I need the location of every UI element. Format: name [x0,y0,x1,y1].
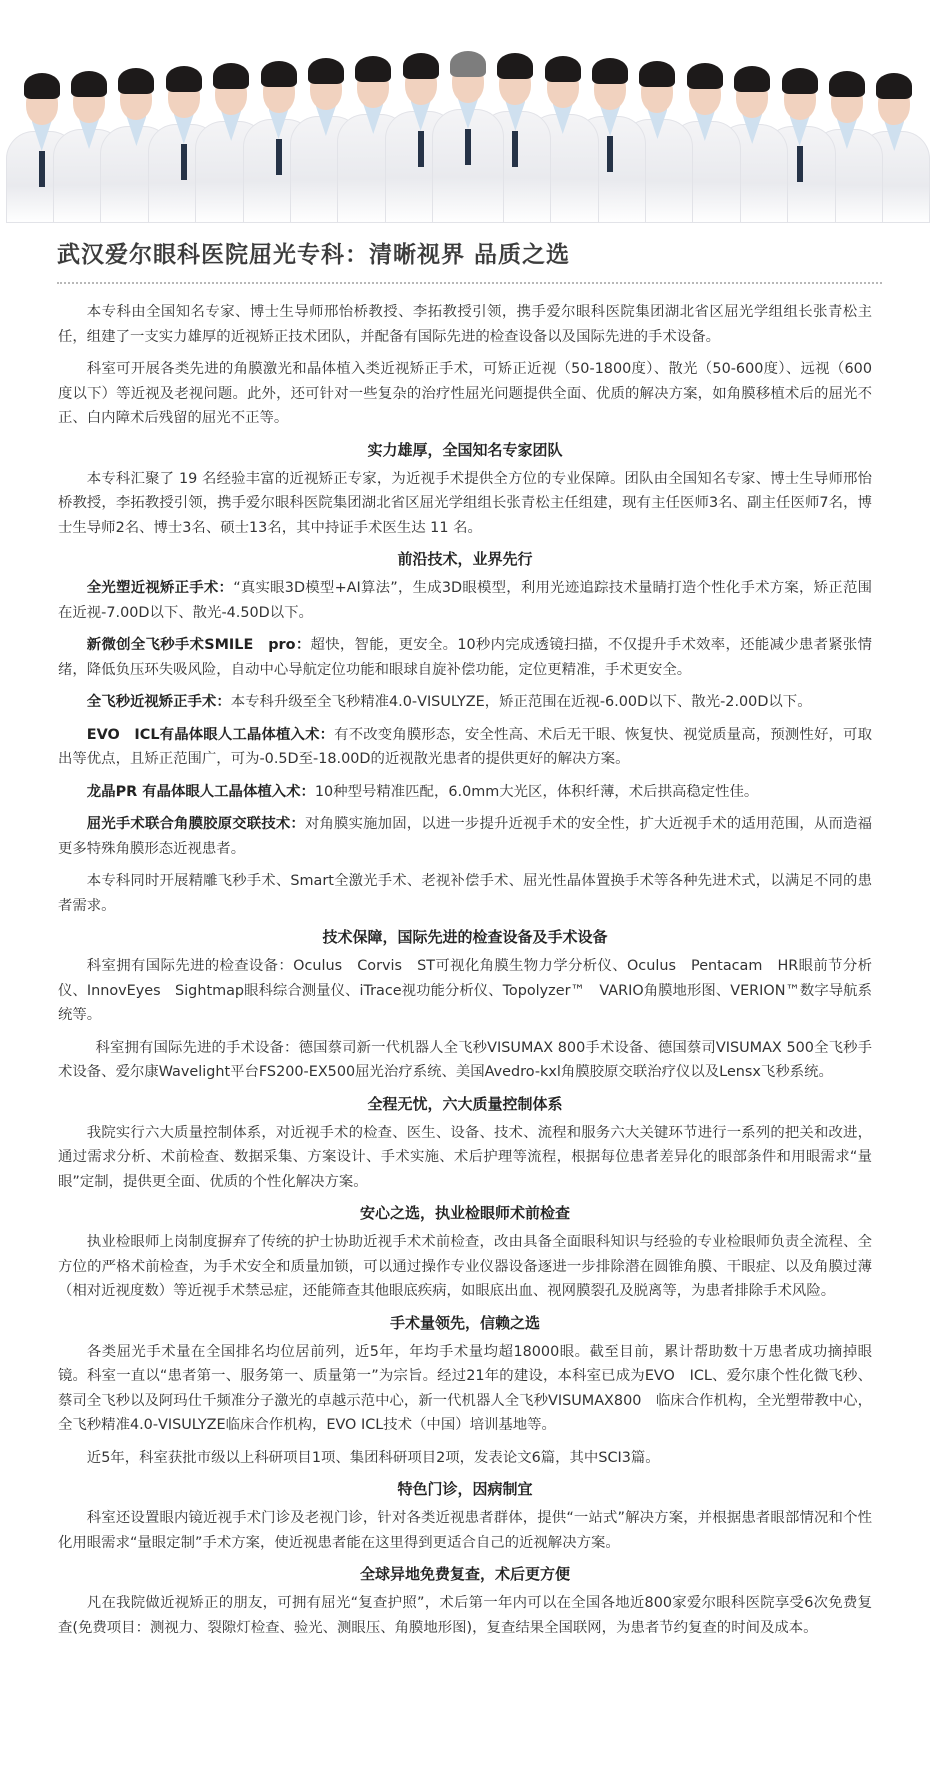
team-paragraph: 本专科汇聚了 19 名经验丰富的近视矫正专家，为近视手术提供全方位的专业保障。团队由全国知名专家、博士生导师邢怡桥教授，李拓教授引领，携手爱尔眼科医院集团湖北省区屈光学组组长张青松主任组建，现有主任医师3名、副主任医师7名，博士生导师2名、博士3名、硕士13名，其中持证手术医生达 11 名。 [58,470,872,536]
tech-item-text: “真实眼3D模型+AI算法”，生成3D眼模型，利用光迹追踪技术量睛打造个性化手术方案，矫正范围在近视-7.00D以下、散光-4.50D以下。 [58,580,872,621]
tech-item [58,723,872,772]
section-heading-clinic: 特色门诊，因病制宜 [397,1480,533,1498]
equipment-paragraph: 科室拥有国际先进的手术设备：德国蔡司新一代机器人全飞秒VISUMAX 800手术设备、德国蔡司VISUMAX 500全飞秒手术设备、爱尔康Wavelight平台FS200-EX500屈光治疗系统、美国Avedro-kxl角膜胶原交联治疗仪以及Lensx飞秒系统。 [58,1039,872,1080]
intro-paragraph: 本专科由全国知名专家、博士生导师邢怡桥教授、李拓教授引领，携手爱尔眼科医院集团湖北省区屈光学组组长张青松主任，组建了一支实力雄厚的近视矫正技术团队，并配备有国际先进的检查设备以及国际先进的手术设备。 [58,304,872,345]
optometrist-paragraph: 执业检眼师上岗制度摒弃了传统的护士协助近视手术术前检查，改由具备全面眼科知识与经验的专业检眼师负责全流程、全方位的严格术前检查，为手术安全和质量加锁，可以通过操作专业仪器设备逐进一步排除潜在圆锥角膜、干眼症、以及角膜过薄（相对近视度数）等近视手术禁忌症，还能筛查其他眼底疾病，如眼底出血、视网膜裂孔及脱离等，为患者排除手术风险。 [58,1234,872,1299]
section-heading-team: 实力雄厚，全国知名专家团队 [367,440,563,459]
tech-item-label: 新微创全飞秒手术SMILE pro： [86,637,311,653]
article-body [58,300,872,1648]
tech-item-label: 全光塑近视矫正手术： [86,580,234,596]
team-photo-banner [0,0,940,225]
recheck-paragraph: 凡在我院做近视矫正的朋友，可拥有屈光“复查护照”，术后第一年内可以在全国各地近800家爱尔眼科医院享受6次免费复查(免费项目：测视力、裂隙灯检查、验光、测眼压、角膜地形图)，复查结果全国联网，为患者节约复查的时间及成本。 [58,1595,872,1636]
section-heading-volume: 手术量领先，信赖之选 [389,1313,540,1332]
tech-item-label: EVO ICL有晶体眼人工晶体植入术： [86,726,335,743]
section-heading-recheck: 全球异地免费复查，术后更方便 [359,1565,570,1583]
tech-item-text: 本专科升级至全飞秒精准4.0-VISULYZE，矫正范围在近视-6.00D以下、散光-2.00D以下。 [230,694,812,710]
tech-item [58,576,872,625]
dotted-divider [57,282,882,284]
tech-item-label: 龙晶PR 有晶体眼人工晶体植入术： [86,783,315,800]
section-heading-equipment: 技术保障，国际先进的检查设备及手术设备 [322,928,608,946]
tech-closing-paragraph: 本专科同时开展精雕飞秒手术、Smart全激光手术、老视补偿手术、屈光性晶体置换手术等各种先进术式，以满足不同的患者需求。 [58,873,872,914]
volume-paragraph: 近5年，科室获批市级以上科研项目1项、集团科研项目2项，发表论文6篇，其中SCI3篇。 [86,1449,660,1466]
section-heading-optometrist: 安心之选，执业检眼师术前检查 [359,1204,570,1222]
tech-item-label: 屈光手术联合角膜胶原交联技术： [86,816,305,832]
clinic-paragraph: 科室还设置眼内镜近视手术门诊及老视门诊，针对各类近视患者群体，提供“一站式”解决方案，并根据患者眼部情况和个性化用眼需求“量眼定制”手术方案，使近视患者能在这里得到更适合自己的近视解决方案。 [58,1510,872,1551]
tech-item-text: 对角膜实施加固，以进一步提升近视手术的安全性，扩大近视手术的适用范围，从而造福更多特殊角膜形态近视患者。 [58,816,872,857]
tech-item-text: 10种型号精准匹配，6.0mm大光区，体积纤薄，术后拱高稳定性佳。 [314,783,759,800]
section-heading-tech: 前沿技术，业界先行 [397,550,533,568]
page-title: 武汉爱尔眼科医院屈光专科：清晰视界 品质之选 [57,242,571,268]
equipment-paragraph: 科室拥有国际先进的检查设备：Oculus Corvis ST可视化角膜生物力学分析仪、Oculus Pentacam HR眼前节分析仪、InnovEyes Sightmap眼科综合测量仪、iTrace视功能分析仪、Topolyzer™ VARIO角膜地形图、VERION™数字导航系统等。 [58,958,872,1023]
tech-item-text: 超快，智能，更安全。10秒内完成透镜扫描，不仅提升手术效率，还能减少患者紧张情绪，降低负压环失吸风险，自动中心导航定位功能和眼球自旋补偿功能，定位更精准，手术更安全。 [58,637,872,678]
tech-item [58,690,872,715]
tech-item [58,780,872,805]
volume-paragraph: 各类屈光手术量在全国排名均位居前列，近5年，年均手术量均超18000眼。截至目前，累计帮助数十万患者成功摘掉眼镜。科室一直以“患者第一、服务第一、质量第一”为宗旨。经过21年的建设，本科室已成为EVO ICL、爱尔康个性化微飞秒、蔡司全飞秒以及阿玛仕千频准分子激光的卓越示范中心，新一代机器人全飞秒VISUMAX800 临床合作机构，全光塑带教中心，全飞秒精准4.0-VISULYZE临床合作机构，EVO ICL技术（中国）培训基地等。 [58,1343,872,1433]
tech-item [58,812,872,861]
intro-paragraph: 科室可开展各类先进的角膜激光和晶体植入类近视矫正手术，可矫正近视（50-1800度）、散光（50-600度）、远视（600度以下）等近视及老视问题。此外，还可针对一些复杂的治疗性屈光问题提供全面、优质的解决方案，如角膜移植术后的屈光不正、白内障术后残留的屈光不正等。 [58,361,872,426]
quality-paragraph: 我院实行六大质量控制体系，对近视手术的检查、医生、设备、技术、流程和服务六大关键环节进行一系列的把关和改进，通过需求分析、术前检查、数据采集、方案设计、手术实施、术后护理等流程，根据每位患者差异化的眼部条件和用眼需求“量眼”定制，提供更全面、优质的个性化解决方案。 [58,1124,872,1190]
tech-item-label: 全飞秒近视矫正手术： [86,694,231,710]
doctor-team-photo [18,78,918,223]
section-heading-quality: 全程无忧，六大质量控制体系 [367,1094,563,1113]
tech-item [58,633,872,682]
tech-item-text: 有不改变角膜形态，安全性高、术后无干眼、恢复快、视觉质量高，预测性好，可取出等优点，且矫正范围广，可为-0.5D至-18.00D的近视散光患者的提供更好的解决方案。 [58,726,872,767]
